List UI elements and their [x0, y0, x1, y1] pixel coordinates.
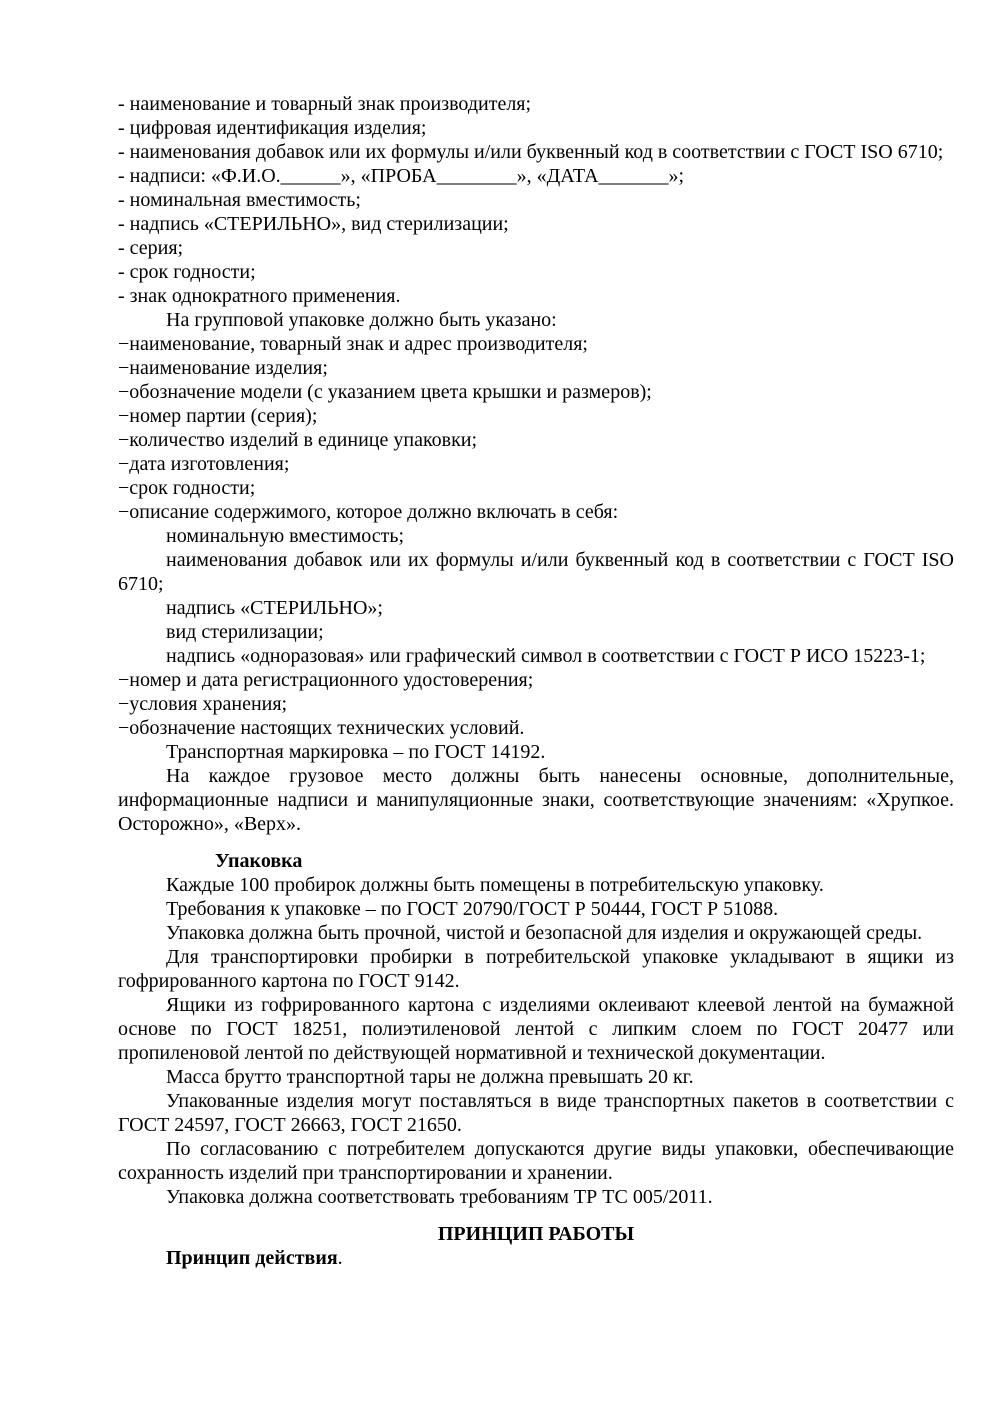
list-item: −номер и дата регистрационного удостоверения;: [118, 669, 534, 691]
list-item: −условия хранения;: [118, 693, 288, 715]
paragraph: По согласованию с потребителем допускаются другие виды упаковки, обеспечивающие сохранность изделий при транспортировании и хранении.: [118, 1138, 954, 1184]
plain-run: .: [337, 1247, 343, 1269]
paragraph: Упаковка должна соответствовать требованиям ТР ТС 005/2011.: [166, 1186, 713, 1208]
paragraph-lead: [118, 1246, 954, 1270]
section-heading: Упаковка: [215, 850, 303, 872]
paragraph: Упаковка должна быть прочной, чистой и безопасной для изделия и окружающей среды.: [166, 922, 923, 944]
list-item: −наименование изделия;: [118, 357, 328, 379]
list-item: - надпись «СТЕРИЛЬНО», вид стерилизации;: [118, 213, 509, 235]
paragraph: Упакованные изделия могут поставляться в виде транспортных пакетов в соответствии с ГОСТ 24597, ГОСТ 26663, ГОСТ 21650.: [118, 1090, 954, 1136]
paragraph: Требования к упаковке – по ГОСТ 20790/ГОСТ Р 50444, ГОСТ Р 51088.: [166, 898, 779, 920]
document-body: [118, 92, 954, 1270]
list-item: - надписи: «Ф.И.О.______», «ПРОБА________», «ДАТА_______»;: [118, 165, 685, 187]
list-item: −номер партии (серия);: [118, 405, 318, 427]
list-item: −количество изделий в единице упаковки;: [118, 429, 478, 451]
paragraph: наименования добавок или их формулы и/или буквенный код в соответствии с ГОСТ ISO 6710;: [118, 549, 954, 595]
paragraph: Масса брутто транспортной тары не должна превышать 20 кг.: [166, 1066, 694, 1088]
chapter-heading: ПРИНЦИП РАБОТЫ: [437, 1223, 635, 1245]
paragraph: надпись «одноразовая» или графический символ в соответствии с ГОСТ Р ИСО 15223-1;: [166, 645, 926, 667]
paragraph: номинальную вместимость;: [166, 525, 405, 547]
paragraph: Транспортная маркировка – по ГОСТ 14192.: [166, 741, 546, 763]
list-item: - знак однократного применения.: [118, 285, 401, 307]
list-item: - цифровая идентификация изделия;: [118, 117, 427, 139]
list-item: −срок годности;: [118, 477, 256, 499]
list-item: −обозначение настоящих технических условий.: [118, 717, 525, 739]
paragraph: надпись «СТЕРИЛЬНО»;: [166, 597, 383, 619]
list-item: −описание содержимого, которое должно включать в себя:: [118, 501, 619, 523]
bold-run: Принцип действия: [166, 1247, 338, 1269]
paragraph: На групповой упаковке должно быть указано:: [166, 309, 557, 331]
list-item: - срок годности;: [118, 261, 256, 283]
paragraph: На каждое грузовое место должны быть нанесены основные, дополнительные, информационные надписи и манипуляционные знаки, соответствующие значениям: «Хрупкое. Осторожно», «Верх».: [118, 765, 954, 835]
list-item: - номинальная вместимость;: [118, 189, 361, 211]
paragraph: вид стерилизации;: [166, 621, 324, 643]
paragraph: Для транспортировки пробирки в потребительской упаковке укладывают в ящики из гофрированного картона по ГОСТ 9142.: [118, 946, 954, 992]
list-item: - наименования добавок или их формулы и/или буквенный код в соответствии с ГОСТ ISO 6710;: [118, 141, 944, 163]
list-item: - серия;: [118, 237, 184, 259]
list-item: - наименование и товарный знак производителя;: [118, 93, 532, 115]
list-item: −дата изготовления;: [118, 453, 290, 475]
list-item: −обозначение модели (с указанием цвета крышки и размеров);: [118, 381, 652, 403]
list-item: −наименование, товарный знак и адрес производителя;: [118, 333, 588, 355]
paragraph: Каждые 100 пробирок должны быть помещены в потребительскую упаковку.: [166, 874, 824, 896]
paragraph: Ящики из гофрированного картона с изделиями оклеивают клеевой лентой на бумажной основе по ГОСТ 18251, полиэтиленовой лентой с липким слоем по ГОСТ 20477 или пропиленовой лентой по действующей нормативной и технической документации.: [118, 994, 954, 1064]
